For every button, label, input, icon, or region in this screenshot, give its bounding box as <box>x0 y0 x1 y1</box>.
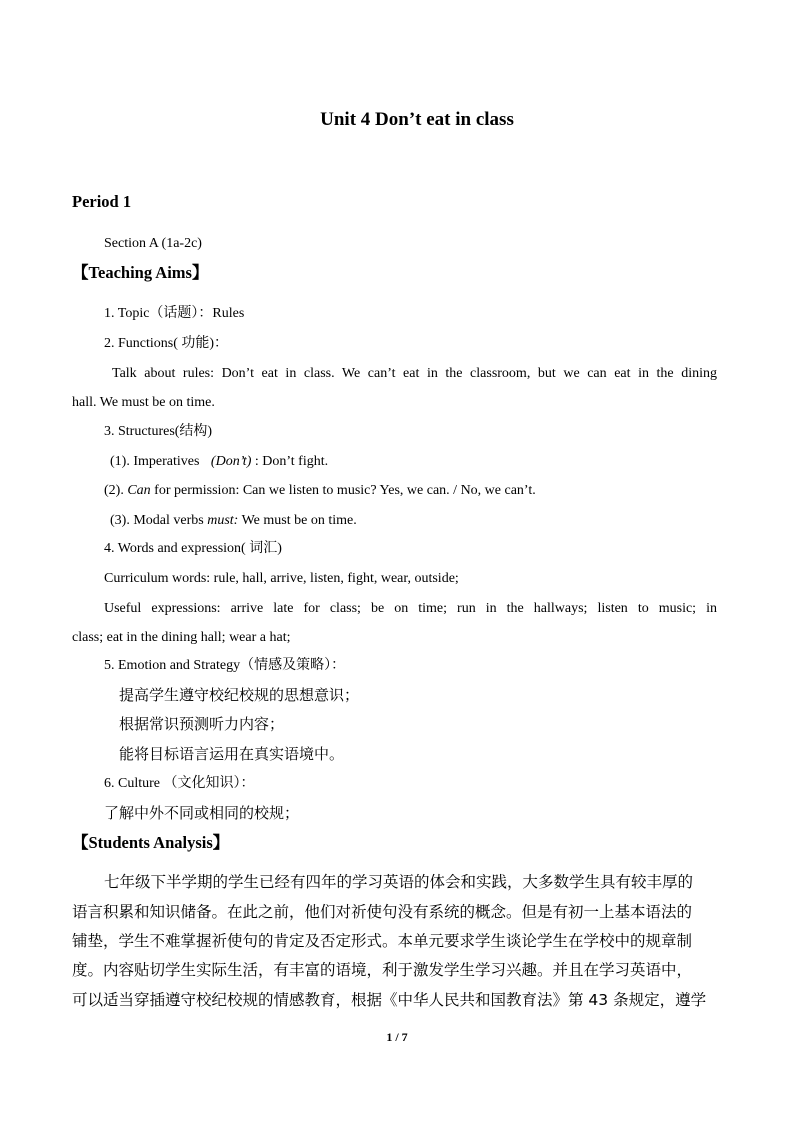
functions-text-line1: Talk about rules: Don’t eat in class. We can’t eat in the classroom, but we can eat in the dining <box>112 366 717 381</box>
emotion-item-2: 根据常识预测听力内容； <box>119 715 285 733</box>
modal-example: We must be on time. <box>238 513 357 528</box>
imperatives-example: : Don’t fight. <box>251 454 329 469</box>
analysis-line-5: 可以适当穿插遵守校纪校规的情感教育，根据《中华人民共和国教育法》第 43 条规定，遵学 <box>72 991 707 1009</box>
can-keyword: Can <box>127 483 151 498</box>
imperatives-keyword: (Don’t) <box>210 454 252 469</box>
teaching-aims-heading: 【Teaching Aims】 <box>72 263 209 282</box>
period-heading: Period 1 <box>72 192 132 211</box>
section-label: Section A (1a-2c) <box>104 236 202 251</box>
page-number: 1 / 7 <box>386 1030 408 1044</box>
document-title: Unit 4 Don’t eat in class <box>320 109 514 130</box>
analysis-line-2: 语言积累和知识储备。在此之前，他们对祈使句没有系统的概念。但是有初一上基本语法的 <box>72 903 693 921</box>
imperatives-label: (1). Imperatives <box>110 454 200 469</box>
structure-imperatives <box>110 453 328 471</box>
culture-item-1: 了解中外不同或相同的校规； <box>104 804 300 822</box>
aim-structures: 3. Structures(结构) <box>104 424 213 439</box>
aim-topic: 1. Topic（话题）：Rules <box>104 306 245 321</box>
structure-can <box>104 482 536 500</box>
analysis-line-3: 铺垫，学生不难掌握祈使句的肯定及否定形式。本单元要求学生谈论学生在学校中的规章制 <box>72 932 693 950</box>
useful-expressions-line2: class; eat in the dining hall; wear a hat; <box>72 630 291 645</box>
structure-modal <box>110 512 357 530</box>
emotion-item-3: 能将目标语言运用在真实语境中。 <box>119 745 345 763</box>
useful-expressions-line1: Useful expressions: arrive late for class; be on time; run in the hallways; listen to music; in <box>104 601 717 616</box>
curriculum-words: Curriculum words: rule, hall, arrive, listen, fight, wear, outside; <box>104 571 459 586</box>
aim-emotion: 5. Emotion and Strategy（情感及策略）： <box>104 658 346 673</box>
can-label: (2). <box>104 483 128 498</box>
aim-words: 4. Words and expression( 词汇) <box>104 541 282 556</box>
students-analysis-heading: 【Students Analysis】 <box>72 833 230 852</box>
can-example: for permission: Can we listen to music? Yes, we can. / No, we can’t. <box>150 483 536 498</box>
modal-keyword: must: <box>207 513 239 528</box>
emotion-item-1: 提高学生遵守校纪校规的思想意识； <box>119 686 360 704</box>
aim-functions: 2. Functions( 功能)： <box>104 336 229 351</box>
analysis-line-1: 七年级下半学期的学生已经有四年的学习英语的体会和实践，大多数学生具有较丰厚的 <box>104 873 694 891</box>
analysis-line-4: 度。内容贴切学生实际生活，有丰富的语境，利于激发学生学习兴趣。并且在学习英语中， <box>72 961 693 979</box>
functions-text-line2: hall. We must be on time. <box>72 395 215 410</box>
aim-culture: 6. Culture （文化知识）： <box>104 776 255 791</box>
modal-label: (3). Modal verbs <box>110 513 208 528</box>
